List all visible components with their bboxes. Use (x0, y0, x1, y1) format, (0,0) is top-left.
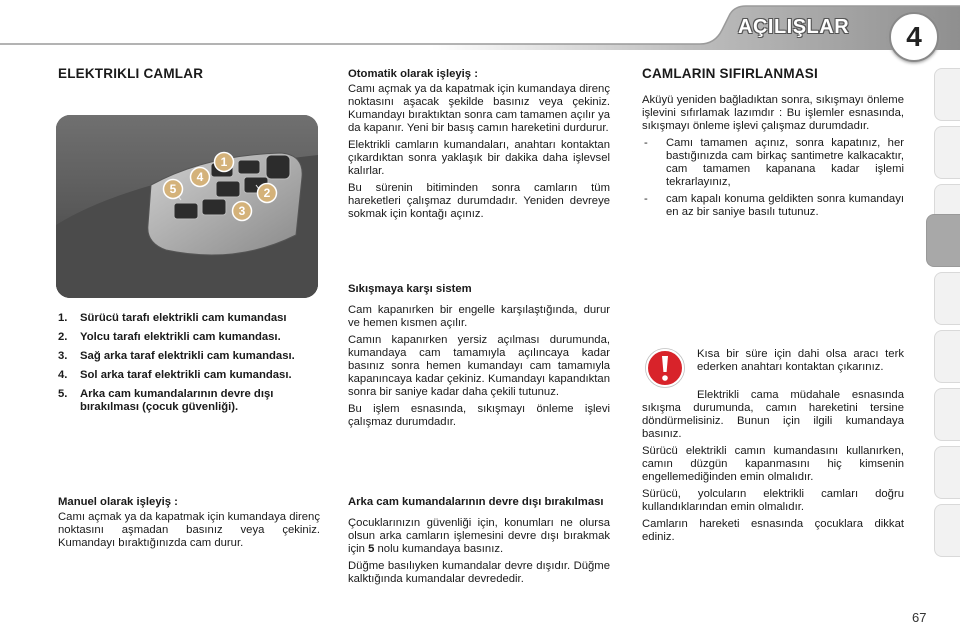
auto-operation-text-3: Bu sürenin bitiminden sonra camların tüm hareketleri çalışmaz durumdadır. Yeniden devreye sokmak için kontağı açınız. (348, 182, 610, 220)
rear-text-part-a: Çocuklarınızın güvenliği için, konumları ne olursa olsun arka camların işlemesini devre dışı bırakmak için (348, 517, 610, 555)
list-number: 5. (58, 388, 68, 400)
warning-text-1: Kısa bir süre için dahi olsa aracı terk ederken anahtarı kontaktan çıkarınız. (697, 348, 904, 373)
warning-icon (645, 348, 685, 388)
list-text: Sürücü tarafı elektrikli cam kumandası (80, 312, 287, 324)
warning-block-top (697, 348, 904, 378)
rear-deactivation-title: Arka cam kumandalarının devre dışı bırakılması (348, 496, 604, 508)
warning-block (642, 389, 904, 548)
warning-text-5: Camların hareketi esnasında çocuklara dikkat ediniz. (642, 518, 904, 543)
auto-operation-text-2: Elektrikli camların kumandaları, anahtarı kontaktan çıkardıktan sonra yaklaşık bir dakika daha işlevsel kalırlar. (348, 139, 610, 177)
warning-text-4: Sürücü, yolcuların elektrikli camları doğru kullandıklarından emin olmalıdır. (642, 488, 904, 513)
rear-deactivation-text-1 (348, 517, 610, 556)
warning-text-3: Sürücü elektrikli camın kumandasını kullanırken, camın düzgün kapanmasını hiç kimsenin engellemediğinden emin olmalıdır. (642, 445, 904, 483)
callout-3-label: 3 (238, 204, 246, 218)
control-list (58, 312, 318, 420)
anti-pinch-text-3: Bu işlem esnasında, sıkışmayı önleme işlevi çalışmaz durumdadır. (348, 403, 610, 428)
chapter-number: 4 (889, 12, 939, 62)
callout-2-label: 2 (263, 186, 271, 200)
list-number: 1. (58, 312, 68, 324)
reset-step: - Camı tamamen açınız, sonra kapatınız, her bastığınızda cam birkaç santimetre kalkacaktır, cam tamamen kapanana kadar işlemi tekrarlayınız, (644, 137, 904, 188)
anti-pinch-text-1: Cam kapanırken bir engelle karşılaştığında, durur ve hemen kısmen açılır. (348, 304, 610, 329)
callout-4-label: 4 (196, 170, 204, 184)
callout-1 (213, 151, 235, 178)
list-item (58, 350, 318, 363)
reset-text: Aküyü yeniden bağladıktan sonra, sıkışmayı önleme işlevini sıfırlamak lazımdır : Bu işlemler esnasında, sıkışmayı önleme işlevi çalışmaz durumdadır. (642, 94, 904, 132)
chapter-tabs (932, 68, 960, 573)
list-number: 4. (58, 369, 68, 381)
window-controls-photo (56, 115, 318, 298)
manual-operation-block (58, 496, 320, 554)
chapter-tab[interactable] (934, 330, 960, 383)
section-title-electric-windows: ELEKTRIKLI CAMLAR (58, 66, 204, 81)
rear-text-number: 5 (368, 543, 375, 555)
reset-step-text: cam kapalı konuma geldikten sonra kumandayı en az bir saniye basılı tutunuz. (666, 193, 904, 218)
anti-pinch-block (348, 283, 610, 433)
list-item (58, 331, 318, 344)
anti-pinch-text-2: Camın kapanırken yersiz açılması durumunda, kumandaya cam tamamıyla açılıncaya kadar basınız sonra hemen kumandayı cam tamamıyla kapanıncaya kadar çekiniz. Kumandayı kapandıktan sonra bir saniye kadar daha çekili tutunuz. (348, 334, 610, 398)
reset-title: CAMLARIN SIFIRLANMASI (642, 66, 818, 81)
reset-block (642, 67, 904, 223)
rear-text-part-b: nolu kumandaya basınız. (374, 543, 504, 555)
callout-3 (231, 200, 253, 227)
list-text: Sol arka taraf elektrikli cam kumandası. (80, 369, 292, 381)
reset-step: - cam kapalı konuma geldikten sonra kumandayı en az bir saniye basılı tutunuz. (644, 193, 904, 218)
list-text: Arka cam kumandalarının devre dışı bırakılması (çocuk güvenliği). (80, 388, 274, 413)
list-number: 2. (58, 331, 68, 343)
auto-operation-text-1: Camı açmak ya da kapatmak için kumandaya direnç noktasını aşacak şekilde basınız veya çekiniz. Kumandayı bıraktıktan sonra cam tamamen açılır ya da kapanır. Yeni bir basış camın hareketini durdurur. (348, 83, 610, 134)
list-item (58, 369, 318, 382)
page-number: 67 (912, 610, 927, 625)
anti-pinch-title: Sıkışmaya karşı sistem (348, 283, 472, 295)
list-text: Yolcu tarafı elektrikli cam kumandası. (80, 331, 281, 343)
manual-operation-text: Camı açmak ya da kapatmak için kumandaya direnç noktasını aşmadan basınız veya çekiniz. Kumandayı bıraktığınızda cam durur. (58, 511, 320, 549)
callout-2 (256, 182, 278, 209)
rear-deactivation-block (348, 496, 610, 590)
chapter-tab-active[interactable] (926, 214, 960, 267)
rear-deactivation-text-2: Düğme basılıyken kumandalar devre dışıdır. Düğme kalktığında kumandalar devrededir. (348, 560, 610, 585)
callout-5 (162, 178, 184, 205)
list-number: 3. (58, 350, 68, 362)
manual-operation-title: Manuel olarak işleyiş : (58, 496, 178, 508)
list-item (58, 388, 318, 414)
left-column-title-wrap (58, 67, 320, 80)
list-text: Sağ arka taraf elektrikli cam kumandası. (80, 350, 295, 362)
reset-step-text: Camı tamamen açınız, sonra kapatınız, her bastığınızda cam birkaç santimetre kalkacaktır, cam tamamen kapanana kadar işlemi tekrarlayınız, (666, 137, 904, 188)
chapter-tab[interactable] (934, 126, 960, 179)
callout-4 (189, 166, 211, 193)
chapter-tab[interactable] (934, 272, 960, 325)
chapter-tab[interactable] (934, 388, 960, 441)
auto-operation-title: Otomatik olarak işleyiş : (348, 68, 478, 80)
chapter-tab[interactable] (934, 504, 960, 557)
callout-1-label: 1 (220, 155, 228, 169)
auto-operation-block (348, 68, 610, 225)
page-title: AÇILIŞLAR (738, 16, 850, 38)
chapter-tab[interactable] (934, 68, 960, 121)
chapter-tab[interactable] (934, 446, 960, 499)
list-item (58, 312, 318, 325)
callout-5-label: 5 (169, 182, 177, 196)
warning-text-2: Elektrikli cama müdahale esnasında sıkışma durumunda, camın hareketini tersine döndürmelisiniz. Bunun için ilgili kumandaya basınız. (642, 389, 904, 440)
